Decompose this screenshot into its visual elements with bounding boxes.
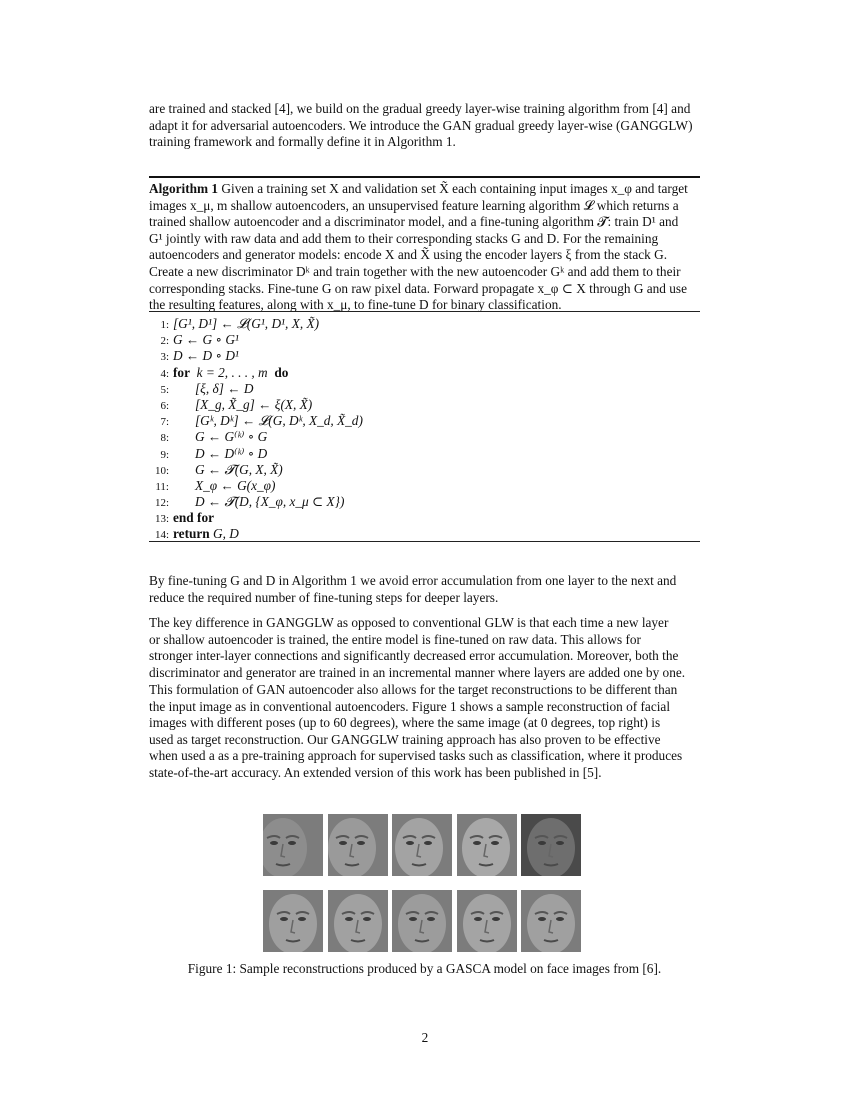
algorithm-desc-line: autoencoders and generator models: encode X and X̃ using the encoder layers ξ from the stack G.: [149, 247, 668, 263]
algorithm-desc-line: G¹ jointly with raw data and add them to their corresponding stacks G and D. For the remaining: [149, 230, 659, 246]
text-line: By fine-tuning G and D in Algorithm 1 we avoid error accumulation from one layer to the next and: [149, 573, 677, 588]
reconstructed-face-image: [392, 890, 452, 952]
text-line: stronger inter-layer connections and significantly decreased error accumulation. Moreover, both the: [149, 648, 679, 664]
input-face-image: [457, 814, 517, 876]
algorithm-line: 11: X_φ ← G(x_φ): [155, 477, 276, 493]
algorithm-title: Algorithm 1: [149, 181, 219, 196]
input-face-image: [521, 814, 581, 876]
intro-paragraph: [149, 101, 700, 151]
algorithm-line: 1: [G¹, D¹] ← 𝓛(G¹, D¹, X, X̃): [160, 316, 320, 331]
algorithm-mid-rule: [149, 311, 700, 312]
algorithm-desc-line: the resulting features, along with x_μ, to fine-tune D for binary classification.: [149, 297, 562, 313]
algorithm-line: 10: G ← 𝓣(G, X, X̃): [154, 461, 283, 477]
algorithm-line: 4: for k = 2, . . . , m do: [160, 364, 289, 380]
algorithm-steps: [149, 316, 700, 543]
input-face-image: [328, 814, 388, 876]
text-line: state-of-the-art accuracy. An extended version of this work has been published in [5].: [149, 764, 602, 780]
algorithm-desc-line: Given a training set X and validation set X̃ each containing input images x_φ and target: [221, 181, 688, 196]
algorithm-line: 13: end for: [154, 510, 214, 526]
algorithm-line: 9: D ← D⁽ᵏ⁾ ∘ D: [160, 445, 268, 461]
paragraph-finetune: [149, 573, 700, 606]
figure-1-face-grid: [263, 814, 585, 954]
paragraph-formulation: [149, 682, 700, 782]
algorithm-line: 5: [ξ, δ] ← D: [160, 380, 254, 396]
intro-line-3: training framework and formally define it in Algorithm 1.: [149, 134, 456, 150]
text-line: the input image as in conventional autoencoders. Figure 1 shows a sample reconstruction of facial: [149, 698, 671, 714]
text-line: reduce the required number of fine-tuning steps for deeper layers.: [149, 589, 499, 605]
algorithm-line: 7: [Gᵏ, Dᵏ] ← 𝓛(G, Dᵏ, X_d, X̃_d): [160, 413, 363, 429]
text-line: or shallow autoencoder is trained, the entire model is fine-tuned on raw data. This allows for: [149, 631, 641, 647]
algorithm-line: 8: G ← G⁽ᵏ⁾ ∘ G: [160, 429, 268, 445]
algorithm-desc-line: trained shallow autoencoder and a discriminator model, and a fine-tuning algorithm 𝓣: train D¹ and: [149, 214, 679, 230]
algorithm-bottom-rule: [149, 541, 700, 542]
algorithm-line: 12: D ← 𝓣(D, {X_φ, x_μ ⊂ X}): [154, 494, 345, 510]
reconstructed-face-image: [457, 890, 517, 952]
algorithm-line: 3: D ← D ∘ D¹: [160, 348, 239, 364]
algorithm-desc-line: Create a new discriminator Dᵏ and train together with the new autoencoder Gᵏ and add them to their: [149, 263, 681, 279]
page-number: 2: [421, 1030, 429, 1045]
reconstructed-face-image: [521, 890, 581, 952]
algorithm-desc-line: corresponding stacks. Fine-tune G on raw pixel data. Forward propagate x_φ ⊂ X through G and use: [149, 280, 688, 296]
algorithm-line: 2: G ← G ∘ G¹: [160, 332, 239, 348]
input-face-image: [392, 814, 452, 876]
input-face-image: [263, 814, 323, 876]
text-line: images with different poses (up to 60 degrees), where the same image (at 0 degrees, top right) is: [149, 715, 661, 731]
figure-caption: Figure 1: Sample reconstructions produced by a GASCA model on face images from [6].: [187, 961, 662, 976]
algorithm-line: 14: return G, D: [154, 526, 239, 542]
algorithm-top-rule: [149, 176, 700, 178]
text-line: used as target reconstruction. Our GANGGLW training approach has also proven to be effective: [149, 731, 661, 747]
paragraph-key-difference: [149, 615, 700, 681]
text-line: The key difference in GANGGLW as opposed to conventional GLW is that each time a new layer: [149, 615, 669, 630]
text-line: This formulation of GAN autoencoder also allows for the target reconstructions to be different than: [149, 682, 678, 697]
intro-line-1: are trained and stacked [4], we build on the gradual greedy layer-wise training algorithm from [4] and: [149, 101, 691, 116]
text-line: when used a as a pre-training approach for supervised tasks such as classification, where it produces: [149, 748, 683, 764]
intro-line-2: adapt it for adversarial autoencoders. We introduce the GAN gradual greedy layer-wise (GANGGLW): [149, 117, 693, 133]
algorithm-line: 6: [X_g, X̃_g] ← ξ(X, X̃): [160, 396, 313, 412]
reconstructed-face-image: [263, 890, 323, 952]
text-line: discriminator and generator are trained in an incremental manner where layers are added one by one.: [149, 664, 686, 680]
reconstructed-face-image: [328, 890, 388, 952]
algorithm-desc-line: images x_μ, m shallow autoencoders, an unsupervised feature learning algorithm 𝓛 which returns a: [149, 197, 679, 213]
algorithm-description: [149, 181, 700, 314]
